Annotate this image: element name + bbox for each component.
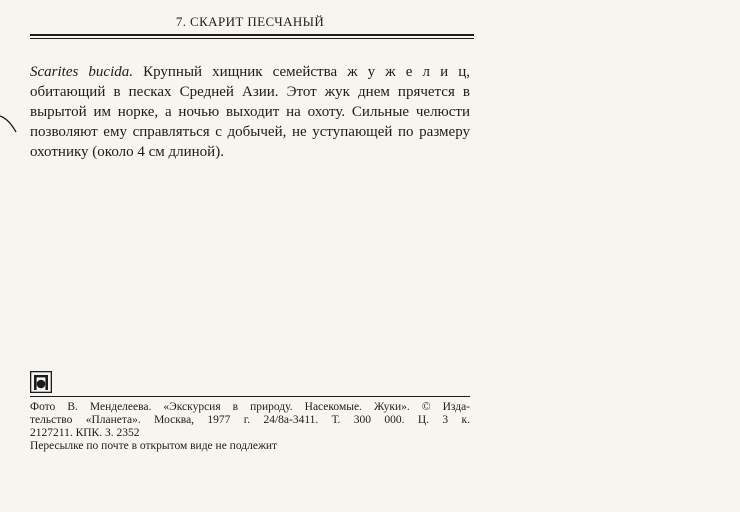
title-rule-thin (30, 38, 474, 39)
imprint-line: 2127211. КПК. З. 2352 (30, 427, 140, 439)
publisher-logo-icon (30, 371, 52, 393)
title-rule-thick (30, 34, 474, 36)
page-title: 7. СКАРИТ ПЕСЧАНЫЙ (175, 14, 325, 29)
mailing-notice: Пересылке по почте в открытом виде не подлежит (30, 440, 278, 452)
imprint-line: тельство «Планета». Москва, 1977 г. 24/8а-3411. Т. 300 000. Ц. 3 к. (30, 414, 470, 426)
imprint-line: Фото В. Менделеева. «Экскурсия в природу. Насекомые. Жуки». © Изда- (30, 401, 470, 413)
edge-mark (0, 114, 20, 136)
imprint-footer (30, 401, 470, 453)
latin-species-name: Scarites bucida. (30, 64, 133, 80)
footer-rule (30, 396, 470, 397)
description-paragraph (30, 62, 470, 162)
description-text: Крупный хищник семейства ж у ж е л и ц, обитающий в песках Средней Азии. Этот жук днем прячется в вырытой им норке, а ночью выходит на охоту. Сильные челюсти позволяют ему справляться с добычей, не уступающей по размеру охотнику (около 4 см длиной). (30, 64, 470, 160)
